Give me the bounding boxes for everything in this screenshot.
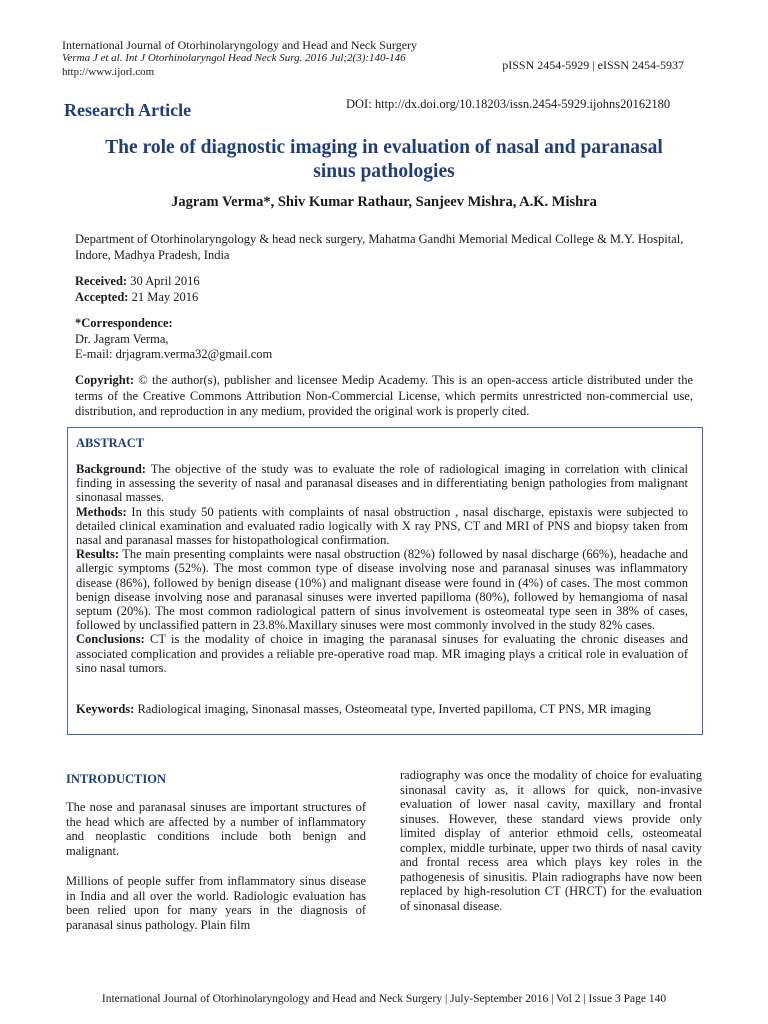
copyright-notice	[75, 373, 693, 420]
results-text: The main presenting complaints were nasal obstruction (82%) followed by nasal discharge (66%), headache and allergic symptoms (52%). The most common type of disease involving nose and paranasal sinuses was inflammatory disease (86%), followed by benign disease (10%) and malignant disease were found in (4%) of cases. The most common benign disease involving nose and paranasal sinuses were inverted papilloma (80%), followed by hemangioma of nasal septum (20%). The most common radiological pattern of sinus involvement is osteomeatal type seen in 38% of cases, followed by unclassified pattern in 23.8%.Maxillary sinuses were most commonly involved in the study 82% cases.	[76, 547, 688, 633]
article-dates	[75, 274, 693, 305]
keywords-label: Keywords:	[76, 702, 135, 716]
background-label: Background:	[76, 462, 146, 476]
conclusions-label: Conclusions:	[76, 632, 145, 647]
intro-paragraph: The nose and paranasal sinuses are important structures of the head which are affected by a number of inflammatory and neoplastic conditions include both benign and malignant.	[66, 800, 366, 858]
copyright-text: © the author(s), publisher and licensee Medip Academy. This is an open-access article distributed under the terms of the Creative Commons Attribution Non-Commercial License, which permits unrestricted non-commercial use, distribution, and reproduction in any medium, provided the original work is properly cited.	[75, 373, 693, 418]
doi-link[interactable]: DOI: http://dx.doi.org/10.18203/issn.2454-5929.ijohns20162180	[346, 97, 671, 111]
abstract-heading: ABSTRACT	[76, 436, 145, 450]
received-date	[75, 274, 693, 290]
keywords-text: Radiological imaging, Sinonasal masses, Osteomeatal type, Inverted papilloma, CT PNS, MR imaging	[134, 702, 652, 716]
intro-paragraph: Millions of people suffer from inflammatory sinus disease in India and all over the world. Radiologic evaluation has been relied upon for many years in the diagnosis of paranasal sinus pathology. Plain film	[66, 874, 366, 932]
intro-paragraph: radiography was once the modality of choice for evaluating sinonasal cavity as, it allows for quick, non-invasive evaluation of lower nasal cavity, maxillary and frontal sinuses. However, these standard views provide only limited display of anterior ethmoid cells, osteomeatal complex, middle turbinate, upper two thirds of nasal cavity and frontal recess area which plays key roles in the pathogenesis of sinusitis. Plain radiographs have now been replaced by high-resolution CT (HRCT) for the evaluation of sinonasal disease.	[400, 768, 702, 913]
abstract-conclusions	[76, 632, 688, 675]
correspondence-email[interactable]: E-mail: drjagram.verma32@gmail.com	[75, 347, 273, 361]
journal-name: International Journal of Otorhinolaryngology and Head and Neck Surgery	[62, 38, 418, 52]
accepted-value: 21 May 2016	[128, 289, 199, 304]
correspondence	[75, 316, 693, 363]
introduction-heading: INTRODUCTION	[66, 772, 167, 786]
received-label: Received:	[75, 274, 128, 288]
received-value: 30 April 2016	[127, 274, 200, 288]
left-column	[66, 800, 366, 948]
background-text: The objective of the study was to evaluate the role of radiological imaging in correlation with clinical finding in assessing the severity of nasal and paranasal diseases and in differentiating benign pathologies from malignant sinonasal masses.	[76, 462, 688, 505]
results-label: Results:	[76, 547, 120, 562]
copyright-label: Copyright:	[75, 373, 135, 387]
abstract-methods	[76, 505, 688, 548]
methods-text: In this study 50 patients with complaints of nasal obstruction , nasal discharge, epistaxis were subjected to detailed clinical examination and evaluated radio logically with X ray PNS, CT and MRI of PNS and biopsy taken from nasal and paranasal masses for histopathological confirmation.	[76, 504, 688, 548]
abstract-background	[76, 462, 688, 505]
citation: Verma J et al. Int J Otorhinolaryngol Head Neck Surg. 2016 Jul;2(3):140-146	[62, 52, 406, 64]
methods-label: Methods:	[76, 504, 127, 519]
abstract-keywords	[76, 702, 688, 716]
journal-url-link[interactable]: http://www.ijorl.com	[62, 66, 155, 78]
abstract-results	[76, 547, 688, 632]
article-type: Research Article	[64, 100, 192, 120]
conclusions-text: CT is the modality of choice in imaging the paranasal sinuses for evaluating the chronic diseases and associated complication and provides a reliable pre-operative road map. MR imaging plays a critical role in evaluation of sino nasal tumors.	[76, 632, 688, 675]
accepted-label: Accepted:	[75, 289, 129, 304]
author-list: Jagram Verma*, Shiv Kumar Rathaur, Sanjeev Mishra, A.K. Mishra	[171, 194, 597, 210]
article-title: The role of diagnostic imaging in evaluation of nasal and paranasal sinus pathologies	[105, 137, 663, 182]
affiliation: Department of Otorhinolaryngology & head neck surgery, Mahatma Gandhi Memorial Medical College & M.Y. Hospital, Indore, Madhya Pradesh, India	[75, 232, 684, 262]
issn: pISSN 2454-5929 | eISSN 2454-5937	[502, 58, 684, 72]
correspondence-label: *Correspondence:	[75, 316, 173, 330]
accepted-date	[75, 290, 693, 306]
correspondence-name: Dr. Jagram Verma,	[75, 331, 169, 346]
abstract-body	[76, 462, 688, 675]
right-column	[400, 768, 702, 913]
page-footer: International Journal of Otorhinolaryngology and Head and Neck Surgery | July-September 2016 | Vol 2 | Issue 3 Page 140	[101, 993, 667, 1005]
